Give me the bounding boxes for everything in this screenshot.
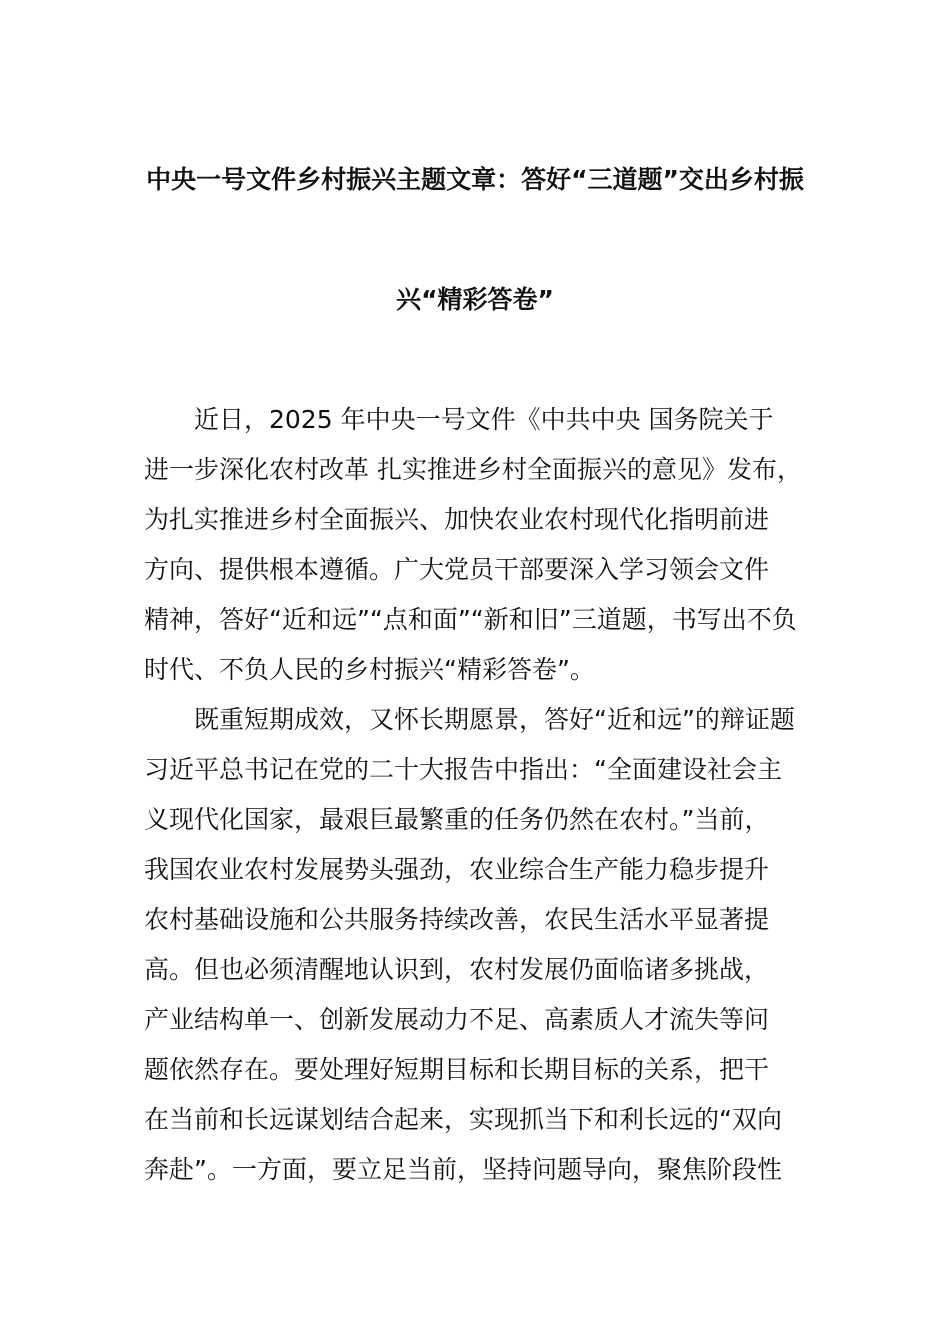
body-text-line: 我国农业农村发展势头强劲，农业综合生产能力稳步提升 <box>144 855 770 884</box>
body-text-line: 习近平总书记在党的二十大报告中指出：“全面建设社会主 <box>144 755 782 784</box>
body-text-line: 奔赴”。一方面，要立足当前，坚持问题导向，聚焦阶段性 <box>144 1155 782 1184</box>
body-text-line: 为扎实推进乡村全面振兴、加快农业农村现代化指明前进 <box>144 505 770 534</box>
body-text-line: 进一步深化农村改革 扎实推进乡村全面振兴的意见》发布， <box>144 455 802 484</box>
body-text-line: 题依然存在。要处理好短期目标和长期目标的关系，把干 <box>144 1055 770 1084</box>
body-text-line: 既重短期成效，又怀长期愿景，答好“近和远”的辩证题 <box>144 705 795 734</box>
body-text-line: 时代、不负人民的乡村振兴“精彩答卷”。 <box>144 655 595 684</box>
body-text-line: 近日，2025 年中央一号文件《中共中央 国务院关于 <box>144 405 774 434</box>
body-text-line: 产业结构单一、创新发展动力不足、高素质人才流失等问 <box>144 1005 770 1034</box>
document-title-line-2: 兴“精彩答卷” <box>396 285 554 314</box>
body-text-line: 精神，答好“近和远”“点和面”“新和旧”三道题，书写出不负 <box>144 605 797 634</box>
body-text-line: 义现代化国家，最艰巨最繁重的任务仍然在农村。”当前， <box>144 805 770 834</box>
body-text-line: 高。但也必须清醒地认识到，农村发展仍面临诸多挑战， <box>144 955 770 984</box>
document-title-line-1: 中央一号文件乡村振兴主题文章：答好“三道题”交出乡村振 <box>146 165 804 194</box>
body-text-line: 农村基础设施和公共服务持续改善，农民生活水平显著提 <box>144 905 770 934</box>
body-text-line: 方向、提供根本遵循。广大党员干部要深入学习领会文件 <box>144 555 770 584</box>
body-text-line: 在当前和长远谋划结合起来，实现抓当下和利长远的“双向 <box>144 1105 782 1134</box>
